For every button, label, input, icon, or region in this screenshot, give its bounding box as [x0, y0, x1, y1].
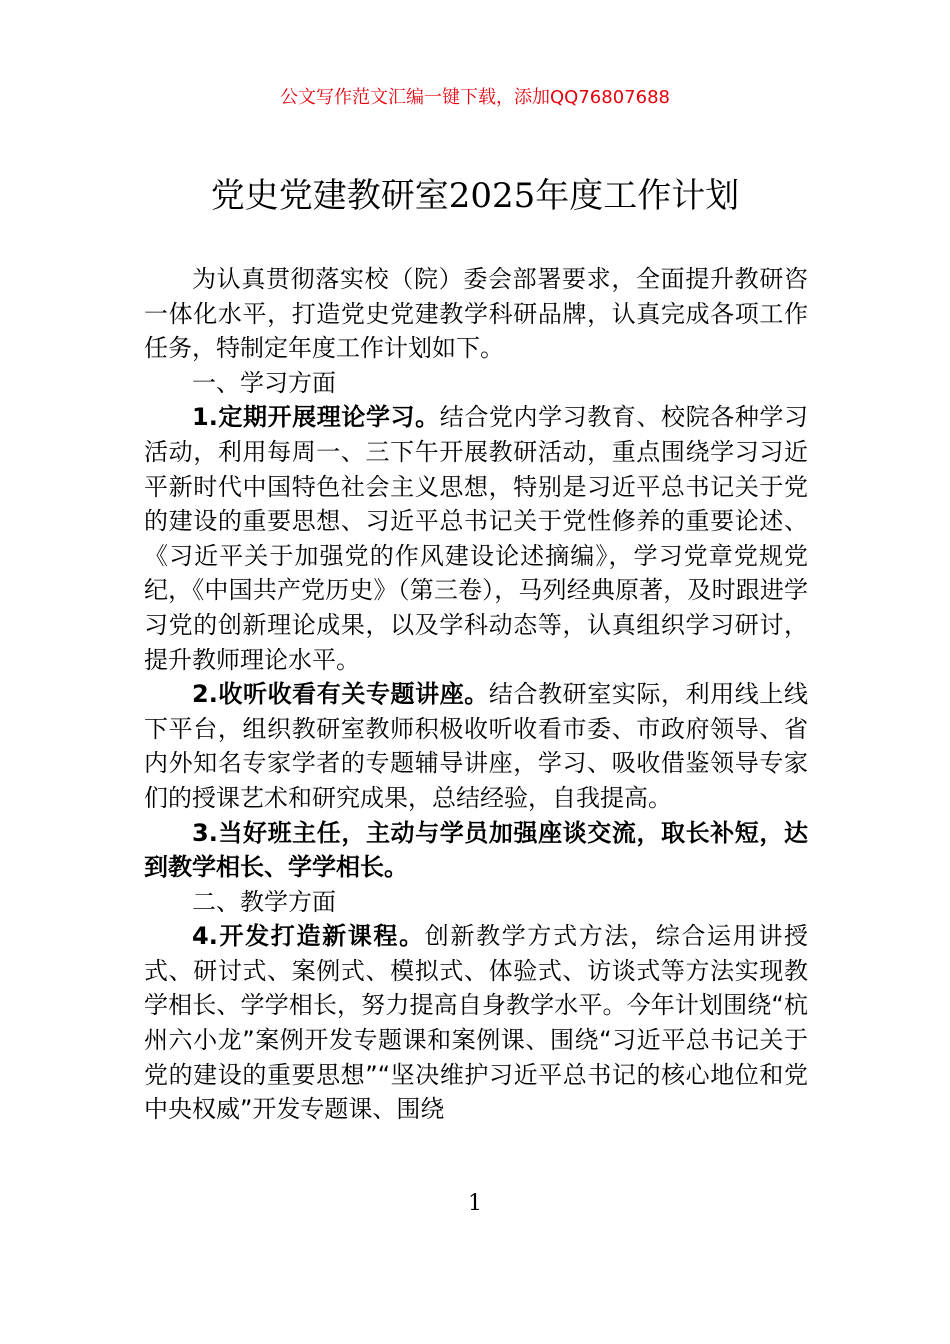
watermark-header: 公文写作范文汇编一键下载，添加QQ76807688 — [280, 87, 670, 108]
item-paragraph-2 — [144, 677, 808, 815]
document-title: 党史党建教研室2025年度工作计划 — [210, 176, 740, 216]
item-paragraph-3 — [144, 816, 808, 885]
section-heading-study: 一、学习方面 — [192, 368, 336, 397]
document-body — [144, 262, 808, 1127]
intro-paragraph: 为认真贯彻落实校（院）委会部署要求，全面提升教研咨一体化水平，打造党史党建教学科研品牌，认真完成各项工作任务，特制定年度工作计划如下。 — [144, 265, 808, 363]
item-lead-2: 2.收听收看有关专题讲座。 — [192, 680, 489, 709]
item-lead-1: 1.定期开展理论学习。 — [192, 403, 440, 432]
item-text-2: 结合教研室实际，利用线上线下平台，组织教研室教师积极收听收看市委、市政府领导、省内外知名专家学者的专题辅导讲座，学习、吸收借鉴领导专家们的授课艺术和研究成果，总结经验，自我提高。 — [144, 680, 808, 812]
page-number: 1 — [468, 1191, 482, 1216]
item-text-4: 创新教学方式方法，综合运用讲授式、研讨式、案例式、模拟式、体验式、访谈式等方法实现教学相长、学学相长，努力提高自身教学水平。今年计划围绕“杭州六小龙”案例开发专题课和案例课、围绕“习近平总书记关于党的建设的重要思想”“坚决维护习近平总书记的核心地位和党中央权威”开发专题课、围绕 — [144, 922, 808, 1124]
item-paragraph-4 — [144, 919, 808, 1127]
item-lead-4: 4.开发打造新课程。 — [192, 922, 425, 951]
item-paragraph-1 — [144, 400, 808, 677]
item-lead-3: 3.当好班主任，主动与学员加强座谈交流，取长补短，达到教学相长、学学相长。 — [144, 818, 808, 882]
item-text-1: 结合党内学习教育、校院各种学习活动，利用每周一、三下午开展教研活动，重点围绕学习习近平新时代中国特色社会主义思想，特别是习近平总书记关于党的建设的重要思想、习近平总书记关于党性修养的重要论述、《习近平关于加强党的作风建设论述摘编》，学习党章党规党纪，《中国共产党历史》（第三卷），马列经典原著，及时跟进学习党的创新理论成果，以及学科动态等，认真组织学习研讨，提升教师理论水平。 — [144, 403, 809, 674]
section-heading-teaching: 二、教学方面 — [192, 887, 336, 916]
